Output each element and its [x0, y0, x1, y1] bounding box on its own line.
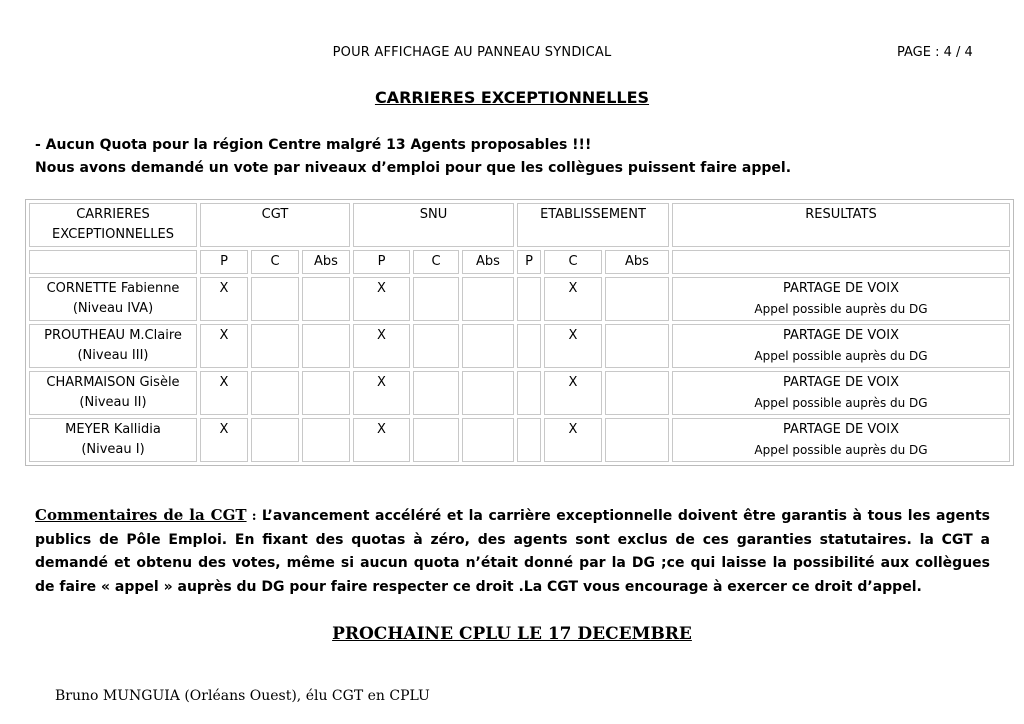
vote-snu-c [413, 371, 459, 415]
vote-snu-c [413, 418, 459, 462]
vote-snu-abs [462, 324, 514, 368]
result-status: PARTAGE DE VOIX [783, 375, 899, 390]
vote-snu-p: X [353, 371, 410, 415]
cgt-comment [35, 504, 990, 599]
vote-etab-abs [605, 371, 669, 415]
comment-colon: : [246, 509, 262, 524]
vote-snu-p: X [353, 277, 410, 321]
vote-etab-p [517, 418, 541, 462]
comment-text: L’avancement accéléré et la carrière exceptionnelle doivent être garantis à tous les agents publics de Pôle Emploi. En fixant des quotas à zéro, des agents sont exclus de ces garanties statutaires. la CGT a demandé et obtenu des votes, même si aucun quota n’était donné par la DG ;ce qui laisse la possibilité aux collègues de faire « appel » auprès du DG pour faire respecter ce droit .La CGT vous encourage à exercer ce droit d’appel. [35, 508, 990, 595]
vote-etab-abs [605, 324, 669, 368]
vote-cgt-abs [302, 324, 350, 368]
intro-line-2: Nous avons demandé un vote par niveaux d’emploi pour que les collègues puissent faire appel. [35, 160, 792, 176]
vote-cgt-p: X [200, 324, 248, 368]
agent-level: (Niveau IVA) [72, 301, 154, 316]
subheader-cgt-abs: Abs [302, 250, 350, 274]
vote-etab-p [517, 277, 541, 321]
result-status: PARTAGE DE VOIX [783, 328, 899, 343]
header-carrieres-line1: CARRIERES [76, 207, 150, 222]
result-cell [672, 277, 1010, 321]
vote-cgt-abs [302, 418, 350, 462]
header-resultats: RESULTATS [672, 203, 1010, 247]
vote-cgt-c [251, 371, 299, 415]
vote-cgt-abs [302, 277, 350, 321]
vote-snu-abs [462, 418, 514, 462]
vote-etab-c: X [544, 371, 602, 415]
vote-snu-c [413, 277, 459, 321]
vote-etab-c: X [544, 324, 602, 368]
table-row [29, 371, 1010, 415]
vote-etab-abs [605, 418, 669, 462]
agent-cell [29, 277, 197, 321]
result-cell [672, 371, 1010, 415]
agent-name: PROUTHEAU M.Claire [44, 328, 182, 343]
subheader-snu-p: P [353, 250, 410, 274]
agent-name: CORNETTE Fabienne [46, 281, 180, 296]
agent-name: CHARMAISON Gisèle [46, 375, 180, 390]
vote-etab-p [517, 324, 541, 368]
subheader-cgt-p: P [200, 250, 248, 274]
subheader-etab-c: C [544, 250, 602, 274]
header-carrieres [29, 203, 197, 247]
subheader-snu-c: C [413, 250, 459, 274]
table-row [29, 324, 1010, 368]
vote-snu-p: X [353, 418, 410, 462]
agent-cell [29, 371, 197, 415]
result-status: PARTAGE DE VOIX [783, 281, 899, 296]
result-note: Appel possible auprès du DG [754, 443, 928, 457]
result-status: PARTAGE DE VOIX [783, 422, 899, 437]
subheader-result-empty [672, 250, 1010, 274]
table-subheader-row [29, 250, 1010, 274]
vote-cgt-p: X [200, 277, 248, 321]
result-cell [672, 324, 1010, 368]
vote-snu-p: X [353, 324, 410, 368]
vote-etab-c: X [544, 418, 602, 462]
vote-etab-c: X [544, 277, 602, 321]
vote-etab-p [517, 371, 541, 415]
comment-label: Commentaires de la CGT [35, 506, 247, 524]
vote-etab-abs [605, 277, 669, 321]
header-carrieres-line2: EXCEPTIONNELLES [52, 227, 174, 242]
table-row [29, 418, 1010, 462]
result-cell [672, 418, 1010, 462]
subheader-snu-abs: Abs [462, 250, 514, 274]
table-header-row [29, 203, 1010, 247]
agent-level: (Niveau III) [77, 348, 149, 363]
subheader-empty [29, 250, 197, 274]
subheader-cgt-c: C [251, 250, 299, 274]
vote-snu-c [413, 324, 459, 368]
agent-cell [29, 324, 197, 368]
vote-cgt-p: X [200, 418, 248, 462]
vote-cgt-p: X [200, 371, 248, 415]
next-meeting-announcement: PROCHAINE CPLU LE 17 DECEMBRE [332, 624, 692, 644]
agent-name: MEYER Kallidia [65, 422, 161, 437]
result-note: Appel possible auprès du DG [754, 349, 928, 363]
subheader-etab-abs: Abs [605, 250, 669, 274]
results-table [25, 199, 1014, 466]
intro-line-1: - Aucun Quota pour la région Centre malgré 13 Agents proposables !!! [35, 137, 592, 153]
table-row [29, 277, 1010, 321]
result-note: Appel possible auprès du DG [754, 302, 928, 316]
header-snu: SNU [353, 203, 514, 247]
vote-cgt-c [251, 418, 299, 462]
vote-snu-abs [462, 371, 514, 415]
vote-snu-abs [462, 277, 514, 321]
agent-cell [29, 418, 197, 462]
page-title: CARRIERES EXCEPTIONNELLES [374, 88, 650, 107]
subheader-etab-p: P [517, 250, 541, 274]
vote-cgt-c [251, 324, 299, 368]
agent-level: (Niveau II) [79, 395, 147, 410]
result-note: Appel possible auprès du DG [754, 396, 928, 410]
page-number: PAGE : 4 / 4 [897, 45, 973, 60]
header-title: POUR AFFICHAGE AU PANNEAU SYNDICAL [332, 45, 612, 60]
vote-cgt-c [251, 277, 299, 321]
intro-text [35, 134, 791, 180]
signature: Bruno MUNGUIA (Orléans Ouest), élu CGT en CPLU [55, 688, 430, 704]
vote-cgt-abs [302, 371, 350, 415]
header-etablissement: ETABLISSEMENT [517, 203, 669, 247]
agent-level: (Niveau I) [81, 442, 145, 457]
header-cgt: CGT [200, 203, 350, 247]
